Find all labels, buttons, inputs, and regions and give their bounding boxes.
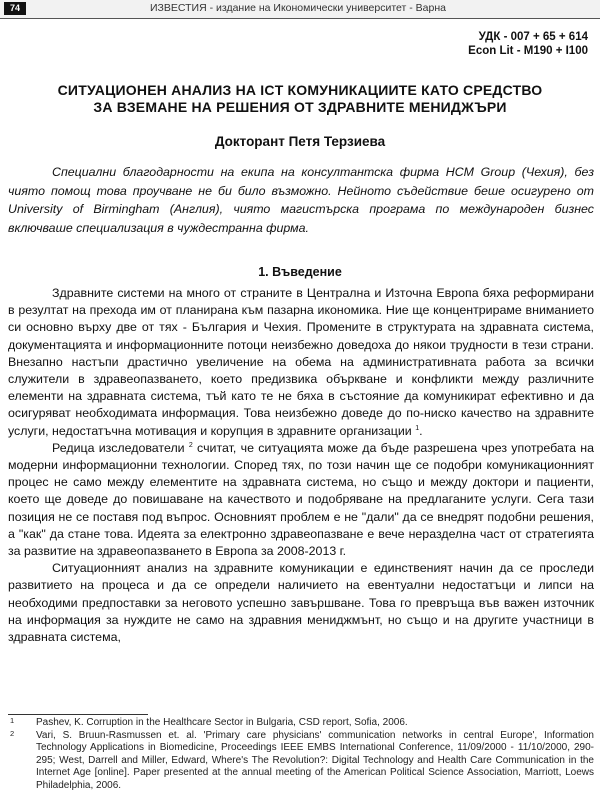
paragraph-2-rest: считат, че ситуацията може да бъде разрешена чрез употребата на модерни информационни технологии. Според тях, по този начин ще се подобри комуникационният процес не само между елементите на здравната система, но също и между доктори и пациенти, което ще доведе до повишаване на качеството и подобряване на предлаганите услуги. Сега тази позиция не се поставя под въпрос. Основният проблем е не "дали" да се внедрят подобни решения, а "как" да стане това. Идеята за електронно здравеопазване е вече неразделна част от стратегията за развитие на здравеопазването в Европа за 2008-2013 г. [8,440,594,559]
paragraph-2 [8,440,594,560]
running-header-bar [0,0,600,19]
footnote-ref-1[interactable]: 1 [415,424,420,432]
paragraph-1-text: Здравните системи на много от страните в Централна и Източна Европа бяха реформирани в резултат на прехода им от планирана към пазарна икономика. Ние ще концентрираме вниманието си основно върху две от тях - България и Чехия. Промените в структурата на здравната система, документацията и информационните потоци неизбежно доведоха до някои трудности в тези страни. Внезапно настъпи драстично увеличение на обема на административната работа за всички служители в здравеопазването, което предизвика объркване и конфликти между различните елементи на здравната система, тъй като те не бяха в състояние да комуникират ефективно и да осигуряват необходимата информация. Това неизбежно доведе до по-ниско качество на здравните услуги, недостатъчна мотивация и корупция в здравните организации [8,286,594,438]
classification-codes [468,30,588,58]
footnote-1-number: 1 [10,716,15,725]
econ-lit-code: Econ Lit - M190 + I100 [468,45,588,57]
acknowledgement-paragraph: Специални благодарности на екипа на консултантска фирма HCM Group (Чехия), без чиято помощ това проучване не би било възможно. Нейното съдействие беше осигурено от University of Birmingham (Англия), чиято магистърска програма по международен бизнес включваше специализация в чуждестранна фирма. [8,165,594,235]
footnote-separator [8,714,148,715]
body-text [8,285,594,646]
section-heading: 1. Въведение [258,265,342,279]
article-title-line-2: ЗА ВЗЕМАНЕ НА РЕШЕНИЯ ОТ ЗДРАВНИТЕ МЕНИДЖЪРИ [93,99,507,115]
journal-running-title: ИЗВЕСТИЯ - издание на Икономически университет - Варна [150,2,446,14]
footnotes [8,717,594,793]
footnote-2-number: 2 [10,728,15,738]
footnote-1 [8,717,594,730]
footnote-1-text: Pashev, K. Corruption in the Healthcare Sector in Bulgaria, CSD report, Sofia, 2006. [36,717,408,728]
footnote-ref-2[interactable]: 2 [188,441,193,449]
article-title [20,82,580,116]
footnote-2-text: Vari, S. Bruun-Rasmussen et. al. 'Primary care physicians' communication networks in central Europe', Information Technology Applications in Biomedicine, Proceedings IEEE EMBS International Conference, 11/09/2000 - 11/10/2000, 290-295; West, Darrell and Miller, Edward, Where's The Revolution?: Digital Technology and Health Care Communication in the Internet Age [online]. Paper presented at the annual meeting of the American Political Science Association, Marriott, Loews Philadelphia, 2006. [36,729,594,791]
page-number: 74 [4,2,26,15]
footnote-2 [8,730,594,793]
udc-code: УДК - 007 + 65 + 614 [478,31,588,43]
article-title-line-1: СИТУАЦИОНЕН АНАЛИЗ НА ICT КОМУНИКАЦИИТЕ КАТО СРЕДСТВО [57,82,543,98]
paragraph-1: Здравните системи на много от страните в Централна и Източна Европа бяха реформирани в резултат на прехода им от планирана към пазарна икономика. Ние ще концентрираме вниманието си основно върху две от тях - България и Чехия. Промените в структурата на здравната система, документацията и информационните потоци неизбежно доведоха до някои трудности в тези страни. Внезапно настъпи драстично увеличение на обема на административната работа за всички служители в здравеопазването, което предизвика объркване и конфликти между различните елементи на здравната система, тъй като те не бяха в състояние да комуникират ефективно и да осигуряват необходимата информация. Това неизбежно доведе до по-ниско качество на здравните услуги, недостатъчна мотивация и корупция в здравните организации $^1$. [8,286,594,438]
paragraph-3: Ситуационният анализ на здравните комуникации е единственият начин да се проследи развитието на процеса и да се определи наличието на евентуални недостатъци и липси на необходими предпоставки за неговото успешно завършване. Това го превръща във важен източник на информация за нуждите не само на здравния мениджмънт, но също и на другите участници в здравната система, [8,561,594,645]
author-name: Докторант Петя Терзиева [214,134,386,149]
paragraph-2-start: Редица изследователи [52,440,185,455]
